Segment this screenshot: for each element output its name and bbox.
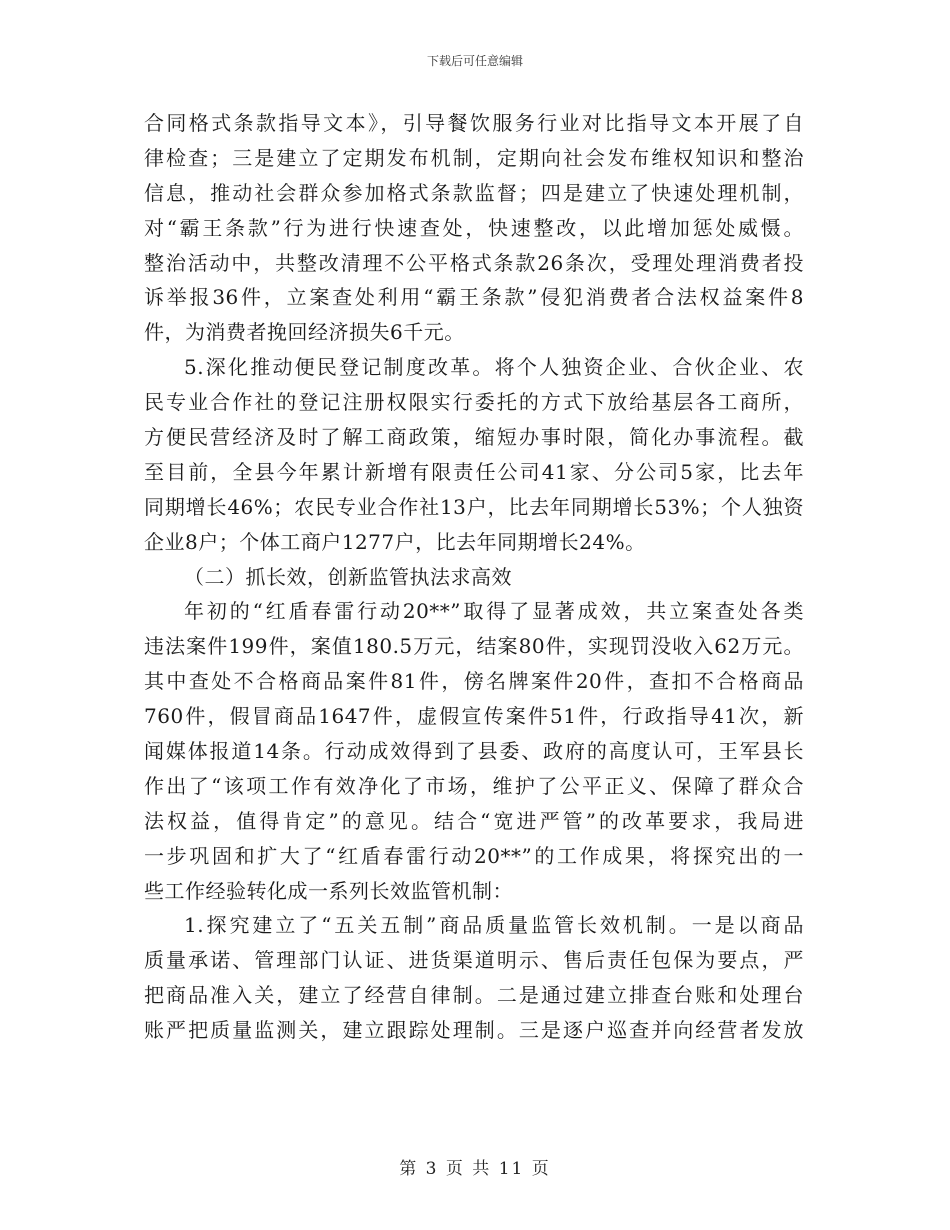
paragraph-line: 把商品准入关，建立了经营自律制。二是通过建立排查台账和处理台 xyxy=(144,983,804,1008)
paragraph-line: 诉举报36件，立案查处利用“霸王条款”侵犯消费者合法权益案件8 xyxy=(144,285,804,310)
paragraph-line: 些工作经验转化成一系列长效监管机制： xyxy=(144,878,513,903)
paragraph-line: 整治活动中，共整改清理不公平格式条款26条次，受理处理消费者投 xyxy=(144,250,804,275)
paragraph-line: 作出了“该项工作有效净化了市场，维护了公平正义、保障了群众合 xyxy=(144,773,804,798)
paragraph-line: 违法案件199件，案值180.5万元，结案80件，实现罚没收入62万元。 xyxy=(144,634,804,659)
paragraph-line: 其中查处不合格商品案件81件，傍名牌案件20件，查扣不合格商品 xyxy=(144,669,804,694)
paragraph-line: 账严把质量监测关，建立跟踪处理制。三是逐户巡查并向经营者发放 xyxy=(144,1018,804,1043)
page-header: 下载后可任意编辑 xyxy=(426,54,523,68)
paragraph-line: 企业8户；个体工商户1277户，比去年同期增长24%。 xyxy=(144,529,646,554)
paragraph-line: 5.深化推动便民登记制度改革。将个人独资企业、合伙企业、农 xyxy=(184,355,804,380)
section-heading: （二）抓长效，创新监管执法求高效 xyxy=(184,564,512,589)
paragraph-line: 信息，推动社会群众参加格式条款监督；四是建立了快速处理机制， xyxy=(144,180,804,205)
paragraph-line: 方便民营经济及时了解工商政策，缩短办事时限，简化办事流程。截 xyxy=(144,425,804,450)
paragraph-line: 合同格式条款指导文本》，引导餐饮服务行业对比指导文本开展了自 xyxy=(144,111,804,135)
paragraph-line: 闻媒体报道14条。行动成效得到了县委、政府的高度认可，王军县长 xyxy=(144,739,804,764)
paragraph-line: 至目前，全县今年累计新增有限责任公司41家、分公司5家，比去年 xyxy=(144,459,804,484)
paragraph-line: 同期增长46%；农民专业合作社13户，比去年同期增长53%；个人独资 xyxy=(144,494,804,519)
page-footer: 第 3 页 共 11 页 xyxy=(399,1159,551,1179)
paragraph-line: 律检查；三是建立了定期发布机制，定期向社会发布维权知识和整治 xyxy=(144,145,804,170)
paragraph-line: 民专业合作社的登记注册权限实行委托的方式下放给基层各工商所， xyxy=(144,390,804,415)
paragraph-line: 法权益，值得肯定”的意见。结合“宽进严管”的改革要求，我局进 xyxy=(144,808,804,833)
paragraph-line: 一步巩固和扩大了“红盾春雷行动20**”的工作成果，将探究出的一 xyxy=(144,843,804,868)
document-body xyxy=(144,106,804,1048)
paragraph-line: 件，为消费者挽回经济损失6千元。 xyxy=(144,320,465,345)
paragraph-line: 760件，假冒商品1647件，虚假宣传案件51件，行政指导41次，新 xyxy=(144,704,804,729)
paragraph-line: 年初的“红盾春雷行动20**”取得了显著成效，共立案查处各类 xyxy=(184,599,804,624)
paragraph-line: 对“霸王条款”行为进行快速查处，快速整改，以此增加惩处威慑。 xyxy=(144,215,804,240)
paragraph-line: 质量承诺、管理部门认证、进货渠道明示、售后责任包保为要点，严 xyxy=(144,948,804,973)
paragraph-line: 1.探究建立了“五关五制”商品质量监管长效机制。一是以商品 xyxy=(184,913,804,938)
